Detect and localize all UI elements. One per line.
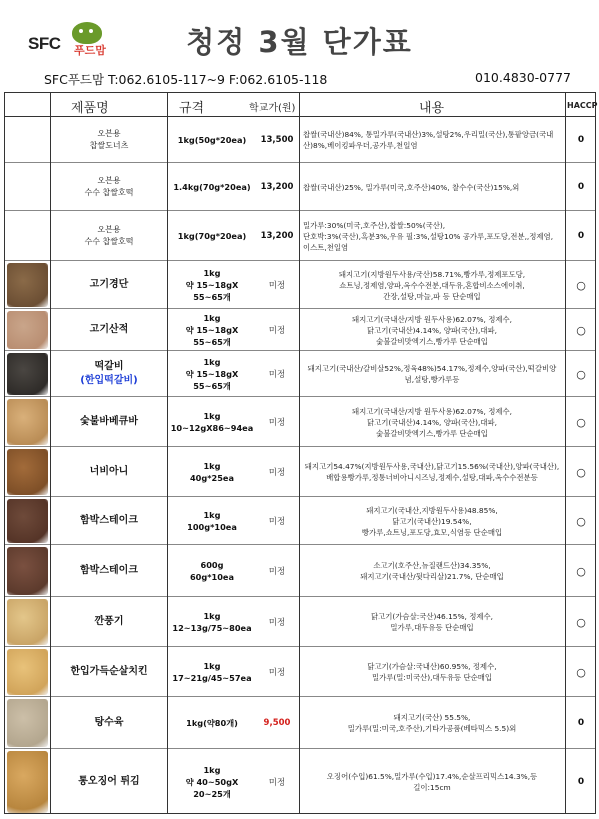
spec-line: 12~13g/75~80ea: [172, 623, 252, 633]
haccp-mark: 0: [577, 718, 585, 728]
spec-line: 1.4kg(70g*20ea): [173, 182, 251, 192]
spec-line: 1kg: [203, 661, 221, 671]
product-description: [299, 397, 565, 447]
haccp-mark: 0: [577, 777, 585, 787]
product-spec: [167, 447, 257, 497]
spec-line: 1kg: [203, 461, 221, 471]
column-divider: [50, 93, 51, 813]
product-price: 13,200: [260, 231, 294, 241]
header-haccp: HACCP: [567, 101, 598, 110]
spec-line: 55~65개: [193, 381, 231, 391]
product-name-text: 탕수육: [94, 717, 124, 728]
spec-line: 600g: [200, 560, 224, 570]
product-photo: [7, 499, 48, 543]
product-spec: [167, 309, 257, 351]
spec-line: 10~12gX86~94ea: [170, 423, 254, 433]
product-description: [299, 545, 565, 597]
product-price: 미정: [268, 517, 286, 527]
product-name: [51, 749, 167, 815]
haccp-mark: ○: [576, 323, 586, 337]
product-spec: [167, 117, 257, 163]
product-description: [299, 211, 565, 261]
product-photo: [7, 399, 48, 445]
product-spec: [167, 397, 257, 447]
haccp-mark: ○: [576, 367, 586, 381]
product-description: [299, 117, 565, 163]
product-name-text: 함박스테이크: [80, 565, 138, 576]
product-name: [51, 447, 167, 497]
description-text: 밀가루:30%(미국,호주산),찹쌀:50%(국산), 단호박:3%(국산),흑분3%,우유 필:3%,설탕10% 공가루,포도당,전분,,정제염, 이스트,천일염: [303, 220, 554, 252]
description-text: 돼지고기54.47%(지방원두사용,국내산),닭고기15.56%(국내산),양파(국내산),배합용빵가루,정통너비아니시즈닝,정제수,설탕,대파,옥수수전분등: [304, 462, 560, 482]
product-name: [51, 351, 167, 397]
haccp-mark: 0: [577, 231, 585, 241]
spec-line: 약 40~50gX: [185, 777, 239, 787]
spec-line: 60g*10ea: [189, 572, 234, 582]
product-description: [299, 309, 565, 351]
spec-line: 40g*25ea: [189, 473, 234, 483]
product-description: [299, 163, 565, 211]
product-price: 미정: [268, 326, 286, 336]
spec-line: 55~65개: [193, 337, 231, 347]
product-spec: [167, 261, 257, 309]
product-spec: [167, 351, 257, 397]
haccp-mark: ○: [576, 514, 586, 528]
spec-line: 1kg: [203, 765, 221, 775]
product-name-text: 고기산적: [89, 324, 129, 335]
product-name: [51, 163, 167, 211]
product-photo: [7, 263, 48, 307]
haccp-mark: ○: [576, 465, 586, 479]
header-price: 학교가(원): [249, 103, 296, 114]
product-price: 미정: [268, 468, 286, 478]
product-description: [299, 351, 565, 397]
description-text: 오징어(수입)61.5%,밀가루(수입)17.4%,순살프리믹스14.3%,등 길이:15cm: [326, 772, 538, 792]
spec-line: 100g*10ea: [187, 522, 237, 532]
product-name: [51, 597, 167, 647]
spec-line: 20~25개: [193, 789, 231, 799]
table-row: [5, 397, 595, 447]
description-text: 닭고기(가슴살:국내산)60.95%, 정제수, 밀가루(밀:미국산),대두유등 단순매입: [367, 662, 497, 682]
product-spec: [167, 647, 257, 697]
product-name: [51, 117, 167, 163]
phone-number: 010.4830-0777: [475, 70, 571, 85]
product-description: [299, 597, 565, 647]
price-table: [4, 92, 596, 814]
logo-sub-text: 푸드맘: [74, 44, 106, 57]
spec-line: 1kg: [203, 268, 221, 278]
product-price: 미정: [268, 567, 286, 577]
product-name-text: 너비아니: [89, 466, 129, 477]
spec-line: 1kg(70g*20ea): [177, 231, 247, 241]
haccp-mark: 0: [577, 135, 585, 145]
product-description: [299, 647, 565, 697]
product-photo: [7, 311, 48, 349]
product-name: [51, 309, 167, 351]
spec-line: 1kg: [203, 510, 221, 520]
product-description: [299, 447, 565, 497]
table-row: [5, 497, 595, 545]
product-photo: [7, 599, 48, 645]
haccp-mark: ○: [576, 415, 586, 429]
product-name: [51, 545, 167, 597]
description-text: 닭고기(가슴살:국산)46.15%, 정제수, 밀가루,대두유등 단순매입: [370, 612, 494, 632]
product-spec: [167, 545, 257, 597]
spec-line: 약 15~18gX: [185, 369, 239, 379]
product-photo: [7, 547, 48, 595]
table-row: [5, 749, 595, 815]
product-description: [299, 261, 565, 309]
description-text: 소고기(호주산,뉴질랜드산)34.35%, 돼지고기(국내산/뒷다리살)21.7%, 단순매입: [360, 561, 504, 581]
spec-line: 약 15~18gX: [185, 325, 239, 335]
column-divider: [299, 93, 300, 813]
product-name: [51, 211, 167, 261]
spec-line: 1kg: [203, 357, 221, 367]
product-name-text: 떡갈비: [94, 361, 124, 372]
product-price: 13,500: [260, 135, 294, 145]
table-row: [5, 261, 595, 309]
table-row: [5, 697, 595, 749]
product-name-extra: (한입떡갈비): [80, 375, 138, 386]
product-spec: [167, 749, 257, 815]
product-name: [51, 261, 167, 309]
description-text: 돼지고기(국내산/지방 원두사용)62.07%, 정제수, 닭고기(국내산)4.14%, 양파(국산),대파, 숯불갈비맛엑기스,빵가루 단순매입: [351, 406, 513, 438]
product-name: [51, 497, 167, 545]
description-text: 돼지고기(국산) 55.5%, 밀가루(밀:미국,호주산),기타가공품(베타믹스 5.5)외: [347, 713, 517, 733]
product-name-text: 수수 찹쌀호떡: [84, 237, 134, 246]
description-text: 돼지고기(국내산,지방원두사용)48.85%, 닭고기(국내산)19.54%, 빵가루,쇼트닝,포도당,효모,식염등 단순매입: [361, 505, 503, 537]
product-photo: [7, 353, 48, 395]
table-row: [5, 309, 595, 351]
product-name-text: 깐풍기: [94, 616, 124, 627]
table-row: [5, 211, 595, 261]
product-price: 미정: [268, 618, 286, 628]
spec-line: 1kg: [203, 313, 221, 323]
product-description: [299, 749, 565, 815]
header: [0, 0, 599, 90]
description-text: 찹쌀(국내산)84%, 통밀가루(국내산)3%,설탕2%,우리밀(국산),통팥앙금(국내산)8%,베이킹파우더,공가루,천일염: [303, 130, 554, 150]
product-description: [299, 497, 565, 545]
header-desc: 내용: [419, 101, 445, 116]
product-name: [51, 647, 167, 697]
product-spec: [167, 211, 257, 261]
product-name-text: 함박스테이크: [80, 515, 138, 526]
product-spec: [167, 497, 257, 545]
product-photo: [7, 751, 48, 813]
header-name: 제품명: [71, 101, 109, 116]
product-photo: [7, 449, 48, 495]
spec-line: 약 15~18gX: [185, 280, 239, 290]
product-name-text: 통오징어 튀김: [78, 776, 140, 787]
table-row: [5, 647, 595, 697]
product-photo: [7, 699, 48, 747]
product-name-text: 수수 찹쌀호떡: [84, 188, 134, 197]
logo-text: SFC: [28, 34, 61, 53]
product-name-prefix: 오븐용: [97, 176, 121, 185]
table-header: [5, 93, 598, 117]
haccp-mark: ○: [576, 278, 586, 292]
spec-line: 1kg: [203, 611, 221, 621]
description-text: 돼지고기(국내산/갈비살52%,정육48%)54.17%,정제수,양파(국산),떡갈비양념,설탕,빵가루등: [307, 364, 557, 384]
product-name: [51, 397, 167, 447]
haccp-mark: ○: [576, 665, 586, 679]
table-row: [5, 545, 595, 597]
product-name-text: 찹쌀도너츠: [89, 141, 129, 150]
spec-line: 17~21g/45~57ea: [172, 673, 252, 683]
product-spec: [167, 597, 257, 647]
haccp-mark: 0: [577, 182, 585, 192]
spec-line: 1kg(50g*20ea): [177, 135, 247, 145]
product-name-text: 고기경단: [89, 279, 129, 290]
product-price: 미정: [268, 281, 286, 291]
table-row: [5, 163, 595, 211]
product-price: 9,500: [263, 718, 291, 728]
haccp-mark: ○: [576, 564, 586, 578]
product-name: [51, 697, 167, 749]
product-price: 미정: [268, 418, 286, 428]
page-title: 청정 3월 단가표: [186, 25, 413, 59]
table-row: [5, 597, 595, 647]
product-name-text: 한입가득순살치킨: [70, 666, 148, 677]
product-spec: [167, 697, 257, 749]
product-name-prefix: 오븐용: [97, 129, 121, 138]
product-name-text: 숯불바베큐바: [80, 416, 138, 427]
header-spec: 규격: [179, 101, 205, 116]
product-price: 미정: [268, 370, 286, 380]
spec-line: 55~65개: [193, 292, 231, 302]
table-row: [5, 447, 595, 497]
product-price: 미정: [268, 668, 286, 678]
description-text: 돼지고기(지방원두사용/국산)58.71%,빵가루,정제포도당, 쇼트닝,정제염,양파,옥수수전분,대두유,혼합비소스에이취, 간장,설탕,마늘,파 등 단순매입: [338, 269, 526, 301]
spec-line: 1kg(약80개): [186, 718, 238, 728]
product-photo: [7, 649, 48, 695]
haccp-mark: ○: [576, 615, 586, 629]
description-text: 찹쌀(국내산)25%, 밀가루(미국,호주산)40%, 찰수수(국산)15%,외: [303, 182, 520, 192]
table-row: [5, 351, 595, 397]
product-price: 미정: [268, 778, 286, 788]
description-text: 돼지고기(국내산/지방 원두사용)62.07%, 정제수, 닭고기(국내산)4.14%, 양파(국산),대파, 숯불갈비맛엑기스,빵가루 단순매입: [351, 314, 513, 346]
product-name-prefix: 오븐용: [97, 225, 121, 234]
column-divider: [167, 93, 168, 813]
product-price: 13,200: [260, 182, 294, 192]
column-divider: [565, 93, 566, 813]
product-spec: [167, 163, 257, 211]
spec-line: 1kg: [203, 411, 221, 421]
contact-info: SFC푸드맘 T:062.6105-117~9 F:062.6105-118: [44, 72, 328, 87]
product-description: [299, 697, 565, 749]
table-row: [5, 117, 595, 163]
